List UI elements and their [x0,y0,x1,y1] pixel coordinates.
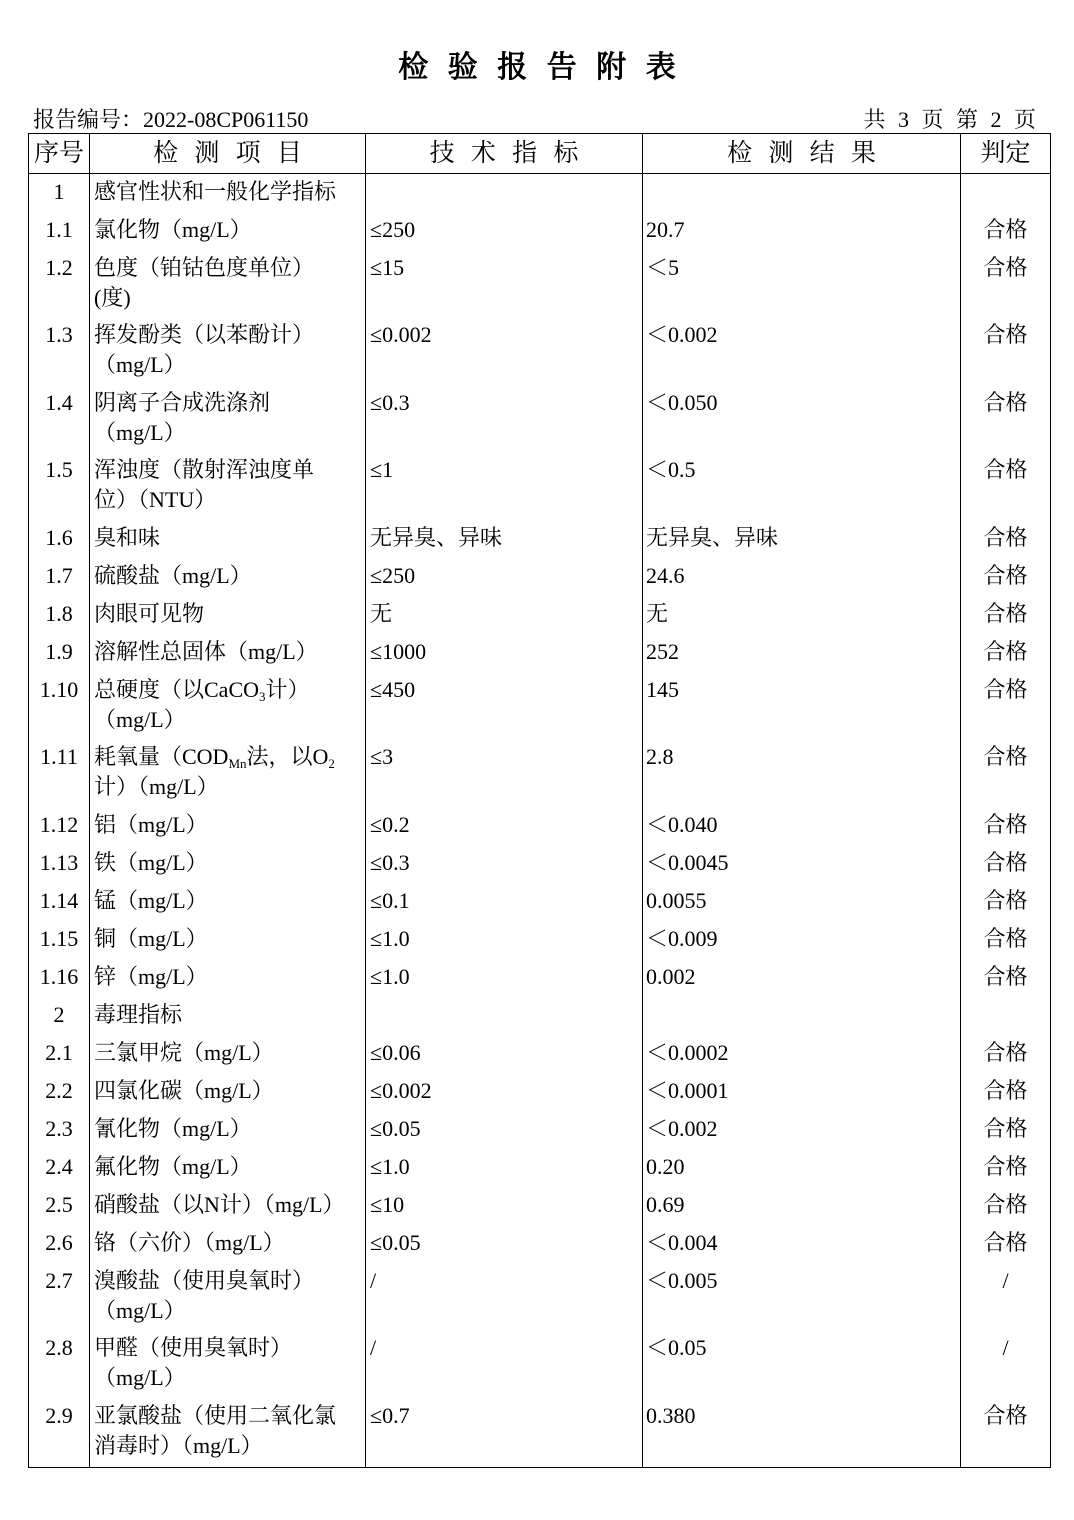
row-limit: ≤1 [366,452,643,520]
row-number: 1.14 [29,883,90,921]
row-verdict: 合格 [961,596,1051,634]
row-verdict: 合格 [961,250,1051,318]
item-line: （mg/L） [94,352,186,377]
row-verdict: 合格 [961,1187,1051,1225]
row-result: 0.20 [643,1149,961,1187]
row-limit: ≤0.1 [366,883,643,921]
header-limit: 技 术 指 标 [366,134,643,174]
table-row [29,959,1051,997]
row-item [90,1073,366,1111]
row-limit: ≤10 [366,1187,643,1225]
subscript: 2 [328,756,335,771]
row-verdict: 合格 [961,845,1051,883]
row-number: 1.7 [29,558,90,596]
row-item [90,250,366,318]
row-verdict: 合格 [961,558,1051,596]
row-verdict: 合格 [961,1149,1051,1187]
row-limit: ≤0.3 [366,385,643,453]
document-title: 检 验 报 告 附 表 [398,51,682,84]
row-limit [366,997,643,1035]
row-limit: ≤1.0 [366,959,643,997]
item-line: 锌（mg/L） [94,963,208,989]
item-line: 浑浊度（散射浑浊度单 [94,457,315,482]
row-item [90,883,366,921]
row-number: 1.4 [29,385,90,453]
row-result: 20.7 [643,212,961,250]
row-verdict: 合格 [961,1398,1051,1468]
item-line: 硝酸盐（以N计）（mg/L） [94,1191,345,1217]
table-row [29,1073,1051,1111]
header-item: 检 测 项 目 [90,134,366,174]
row-number: 2.3 [29,1111,90,1149]
row-item [90,174,366,212]
row-result: 0.002 [643,959,961,997]
row-number: 1.13 [29,845,90,883]
row-item [90,1263,366,1331]
report-table-body [29,174,1051,1468]
row-number: 1.11 [29,739,90,807]
row-number: 2.9 [29,1398,90,1468]
header-row [29,134,1051,174]
table-row [29,317,1051,385]
table-row [29,883,1051,921]
row-verdict: 合格 [961,520,1051,558]
subscript: 3 [259,688,266,704]
table-row [29,174,1051,212]
row-result: 24.6 [643,558,961,596]
item-text: 耗氧量（COD [94,744,229,769]
item-line: 肉眼可见物 [94,600,205,626]
table-row [29,1225,1051,1263]
item-text: 法，以O [246,744,329,769]
row-number: 2 [29,997,90,1035]
item-line: 硫酸盐（mg/L） [94,562,252,588]
row-result: ＜0.040 [643,807,961,845]
row-result: ＜0.5 [643,452,961,520]
item-line: 溴酸盐（使用臭氧时） [94,1267,315,1293]
row-number: 1.2 [29,250,90,318]
row-number: 2.8 [29,1330,90,1398]
row-verdict: 合格 [961,959,1051,997]
table-row [29,921,1051,959]
report-table [28,133,1051,1468]
row-limit: / [366,1330,643,1398]
table-row [29,452,1051,520]
row-item [90,672,366,740]
row-verdict: 合格 [961,1111,1051,1149]
row-number: 1.1 [29,212,90,250]
row-limit: 无异臭、异味 [366,520,643,558]
row-item [90,959,366,997]
row-item [90,452,366,520]
table-header [29,134,1051,174]
table-row [29,1263,1051,1331]
row-number: 1.5 [29,452,90,520]
item-line: 溶解性总固体（mg/L） [94,638,318,664]
item-line: （mg/L） [94,706,186,732]
row-item [90,1149,366,1187]
row-verdict: / [961,1263,1051,1331]
row-item [90,1225,366,1263]
row-item [90,596,366,634]
item-text: 总硬度（以CaCO [94,676,260,702]
row-result: 2.8 [643,739,961,807]
row-number: 2.4 [29,1149,90,1187]
row-verdict: 合格 [961,317,1051,385]
table-row [29,634,1051,672]
item-line: 计）（mg/L） [94,774,219,799]
row-result: ＜0.050 [643,385,961,453]
item-line [94,742,363,772]
row-limit: ≤1.0 [366,921,643,959]
row-number: 1.16 [29,959,90,997]
row-verdict: 合格 [961,634,1051,672]
row-item [90,1330,366,1398]
item-line: 臭和味 [94,524,161,550]
row-item [90,1187,366,1225]
row-item [90,997,366,1035]
row-number: 1.12 [29,807,90,845]
row-verdict: 合格 [961,672,1051,740]
item-line: 锰（mg/L） [94,887,208,913]
table-row [29,250,1051,318]
row-result: ＜0.05 [643,1330,961,1398]
row-limit: ≤0.3 [366,845,643,883]
item-line: 亚氯酸盐（使用二氧化氯 [94,1402,337,1428]
row-limit: ≤15 [366,250,643,318]
row-item [90,212,366,250]
item-line: 位）（NTU） [94,487,217,512]
table-row [29,385,1051,453]
row-number: 1.9 [29,634,90,672]
row-number: 2.6 [29,1225,90,1263]
row-limit: ≤0.002 [366,1073,643,1111]
row-verdict: 合格 [961,807,1051,845]
item-line: (度) [94,284,131,310]
row-verdict: 合格 [961,921,1051,959]
row-limit: ≤0.7 [366,1398,643,1468]
row-result: ＜5 [643,250,961,318]
report-number-label: 报告编号： [33,107,144,132]
row-item [90,385,366,453]
row-item [90,1111,366,1149]
item-line: 铁（mg/L） [94,849,208,875]
row-verdict: 合格 [961,739,1051,807]
item-line: 铝（mg/L） [94,811,208,837]
row-limit: ≤0.05 [366,1225,643,1263]
row-item [90,845,366,883]
table-row [29,596,1051,634]
row-item [90,1035,366,1073]
row-result: 无 [643,596,961,634]
row-verdict: 合格 [961,385,1051,453]
item-line: 氰化物（mg/L） [94,1115,252,1141]
table-row [29,520,1051,558]
row-number: 2.5 [29,1187,90,1225]
row-limit [366,174,643,212]
item-line: （mg/L） [94,419,186,445]
header-verdict: 判定 [961,134,1051,174]
row-number: 1 [29,174,90,212]
row-verdict: 合格 [961,1225,1051,1263]
report-number [33,107,308,133]
row-result: 145 [643,672,961,740]
table-row [29,739,1051,807]
row-limit: ≤0.2 [366,807,643,845]
row-result: ＜0.0001 [643,1073,961,1111]
row-result: ＜0.005 [643,1263,961,1331]
row-limit: ≤0.06 [366,1035,643,1073]
item-line: （mg/L） [94,1297,186,1323]
row-number: 2.2 [29,1073,90,1111]
row-result: 0.69 [643,1187,961,1225]
row-limit: ≤250 [366,558,643,596]
table-row [29,845,1051,883]
row-verdict: 合格 [961,212,1051,250]
row-verdict [961,997,1051,1035]
row-limit: ≤0.002 [366,317,643,385]
row-number: 1.10 [29,672,90,740]
item-line: 消毒时）（mg/L） [94,1432,263,1458]
table-row [29,997,1051,1035]
row-verdict: 合格 [961,1073,1051,1111]
row-result: 252 [643,634,961,672]
row-verdict: 合格 [961,1035,1051,1073]
item-text: 计） [265,676,310,702]
row-result [643,174,961,212]
item-line: 氯化物（mg/L） [94,216,252,242]
row-item [90,739,366,807]
table-row [29,1149,1051,1187]
table-row [29,558,1051,596]
table-row [29,212,1051,250]
row-result: ＜0.0045 [643,845,961,883]
row-verdict: 合格 [961,883,1051,921]
item-line: 氟化物（mg/L） [94,1153,252,1179]
row-item [90,1398,366,1468]
report-meta [33,107,1036,133]
table-row [29,1187,1051,1225]
table-row [29,807,1051,845]
row-result: ＜0.002 [643,1111,961,1149]
row-limit: ≤250 [366,212,643,250]
row-limit: 无 [366,596,643,634]
row-item [90,807,366,845]
header-number: 序号 [29,134,90,174]
row-number: 1.8 [29,596,90,634]
item-line [94,675,363,705]
row-result: ＜0.0002 [643,1035,961,1073]
row-result: ＜0.004 [643,1225,961,1263]
item-line: 感官性状和一般化学指标 [94,179,337,204]
row-result: 0.0055 [643,883,961,921]
row-result: 0.380 [643,1398,961,1468]
row-limit: ≤3 [366,739,643,807]
table-row [29,1035,1051,1073]
row-result [643,997,961,1035]
row-limit: ≤1000 [366,634,643,672]
row-item [90,317,366,385]
row-verdict: 合格 [961,452,1051,520]
row-limit: ≤450 [366,672,643,740]
item-line: （mg/L） [94,1365,186,1390]
row-result: 无异臭、异味 [643,520,961,558]
row-item [90,558,366,596]
item-line: 铜（mg/L） [94,925,208,951]
row-verdict [961,174,1051,212]
header-result: 检 测 结 果 [643,134,961,174]
row-verdict: / [961,1330,1051,1398]
table-row [29,1330,1051,1398]
row-limit: ≤1.0 [366,1149,643,1187]
table-row [29,672,1051,740]
page-info: 共 3 页 第 2 页 [863,107,1036,132]
item-line: 三氯甲烷（mg/L） [94,1039,274,1065]
report-number-value: 2022-08CP061150 [143,107,309,132]
row-limit: / [366,1263,643,1331]
row-number: 1.3 [29,317,90,385]
row-item [90,520,366,558]
row-number: 2.1 [29,1035,90,1073]
item-line: 挥发酚类（以苯酚计） [94,322,315,347]
table-row [29,1111,1051,1149]
item-line: 甲醛（使用臭氧时） [94,1335,293,1360]
row-limit: ≤0.05 [366,1111,643,1149]
row-number: 1.15 [29,921,90,959]
row-item [90,921,366,959]
item-line: 四氯化碳（mg/L） [94,1077,274,1103]
item-line: 铬（六价）（mg/L） [94,1229,285,1255]
row-number: 1.6 [29,520,90,558]
item-line: 阴离子合成洗涤剂 [94,389,271,415]
table-row [29,1398,1051,1468]
row-result: ＜0.009 [643,921,961,959]
row-result: ＜0.002 [643,317,961,385]
row-number: 2.7 [29,1263,90,1331]
subscript: Mn [228,756,247,771]
item-line: 色度（铂钴色度单位） [94,254,315,280]
item-line: 毒理指标 [94,1001,183,1027]
row-item [90,634,366,672]
